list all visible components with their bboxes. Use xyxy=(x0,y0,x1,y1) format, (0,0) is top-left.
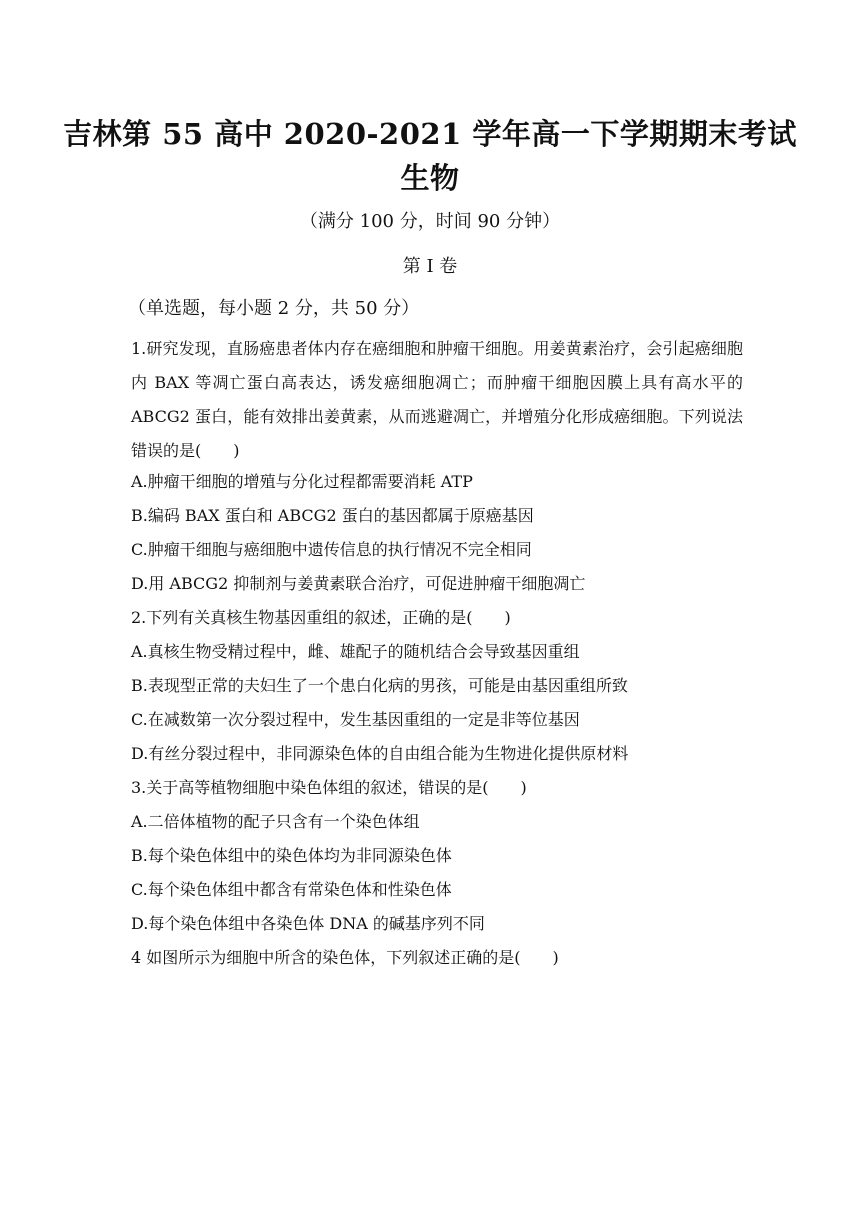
question-3-option-c: C.每个染色体组中都含有常染色体和性染色体 xyxy=(131,880,452,899)
question-2-option-c: C.在减数第一次分裂过程中，发生基因重组的一定是非等位基因 xyxy=(131,710,580,729)
question-3-option-a: A.二倍体植物的配子只含有一个染色体组 xyxy=(131,812,420,831)
subject-title: 生物 xyxy=(400,161,460,195)
question-2-stem: 2.下列有关真核生物基因重组的叙述，正确的是( ) xyxy=(131,608,511,627)
question-1-option-d: D.用 ABCG2 抑制剂与姜黄素联合治疗，可促进肿瘤干细胞凋亡 xyxy=(131,574,586,593)
question-2-option-d: D.有丝分裂过程中，非同源染色体的自由组合能为生物进化提供原材料 xyxy=(131,744,629,763)
question-1-option-c: C.肿瘤干细胞与癌细胞中遗传信息的执行情况不完全相同 xyxy=(131,540,532,559)
question-2-option-b: B.表现型正常的夫妇生了一个患白化病的男孩，可能是由基因重组所致 xyxy=(131,676,628,695)
exam-title: 吉林第 55 高中 2020-2021 学年高一下学期期末考试 xyxy=(63,117,797,151)
question-1-option-a: A.肿瘤干细胞的增殖与分化过程都需要消耗 ATP xyxy=(131,472,473,491)
question-3-option-b: B.每个染色体组中的染色体均为非同源染色体 xyxy=(131,846,452,865)
question-4-stem: 4 如图所示为细胞中所含的染色体，下列叙述正确的是( ) xyxy=(131,948,559,967)
exam-info: （满分 100 分，时间 90 分钟） xyxy=(299,211,561,232)
question-3-option-d: D.每个染色体组中各染色体 DNA 的碱基序列不同 xyxy=(131,914,485,933)
question-1-option-b: B.编码 BAX 蛋白和 ABCG2 蛋白的基因都属于原癌基因 xyxy=(131,506,534,525)
question-1-stem: 1.研究发现，直肠癌患者体内存在癌细胞和肿瘤干细胞。用姜黄素治疗，会引起癌细胞内 BAX 等凋亡蛋白高表达，诱发癌细胞凋亡；而肿瘤干细胞因膜上具有高水平的 ABCG2 蛋白，能有效排出姜黄素，从而逃避凋亡，并增殖分化形成癌细胞。下列说法错误的是( ) xyxy=(131,339,743,460)
volume-heading: 第 I 卷 xyxy=(402,256,458,277)
question-3-stem: 3.关于高等植物细胞中染色体组的叙述，错误的是( ) xyxy=(131,778,527,797)
section-instructions: （单选题，每小题 2 分，共 50 分） xyxy=(128,298,420,319)
question-2-option-a: A.真核生物受精过程中，雌、雄配子的随机结合会导致基因重组 xyxy=(131,642,580,661)
